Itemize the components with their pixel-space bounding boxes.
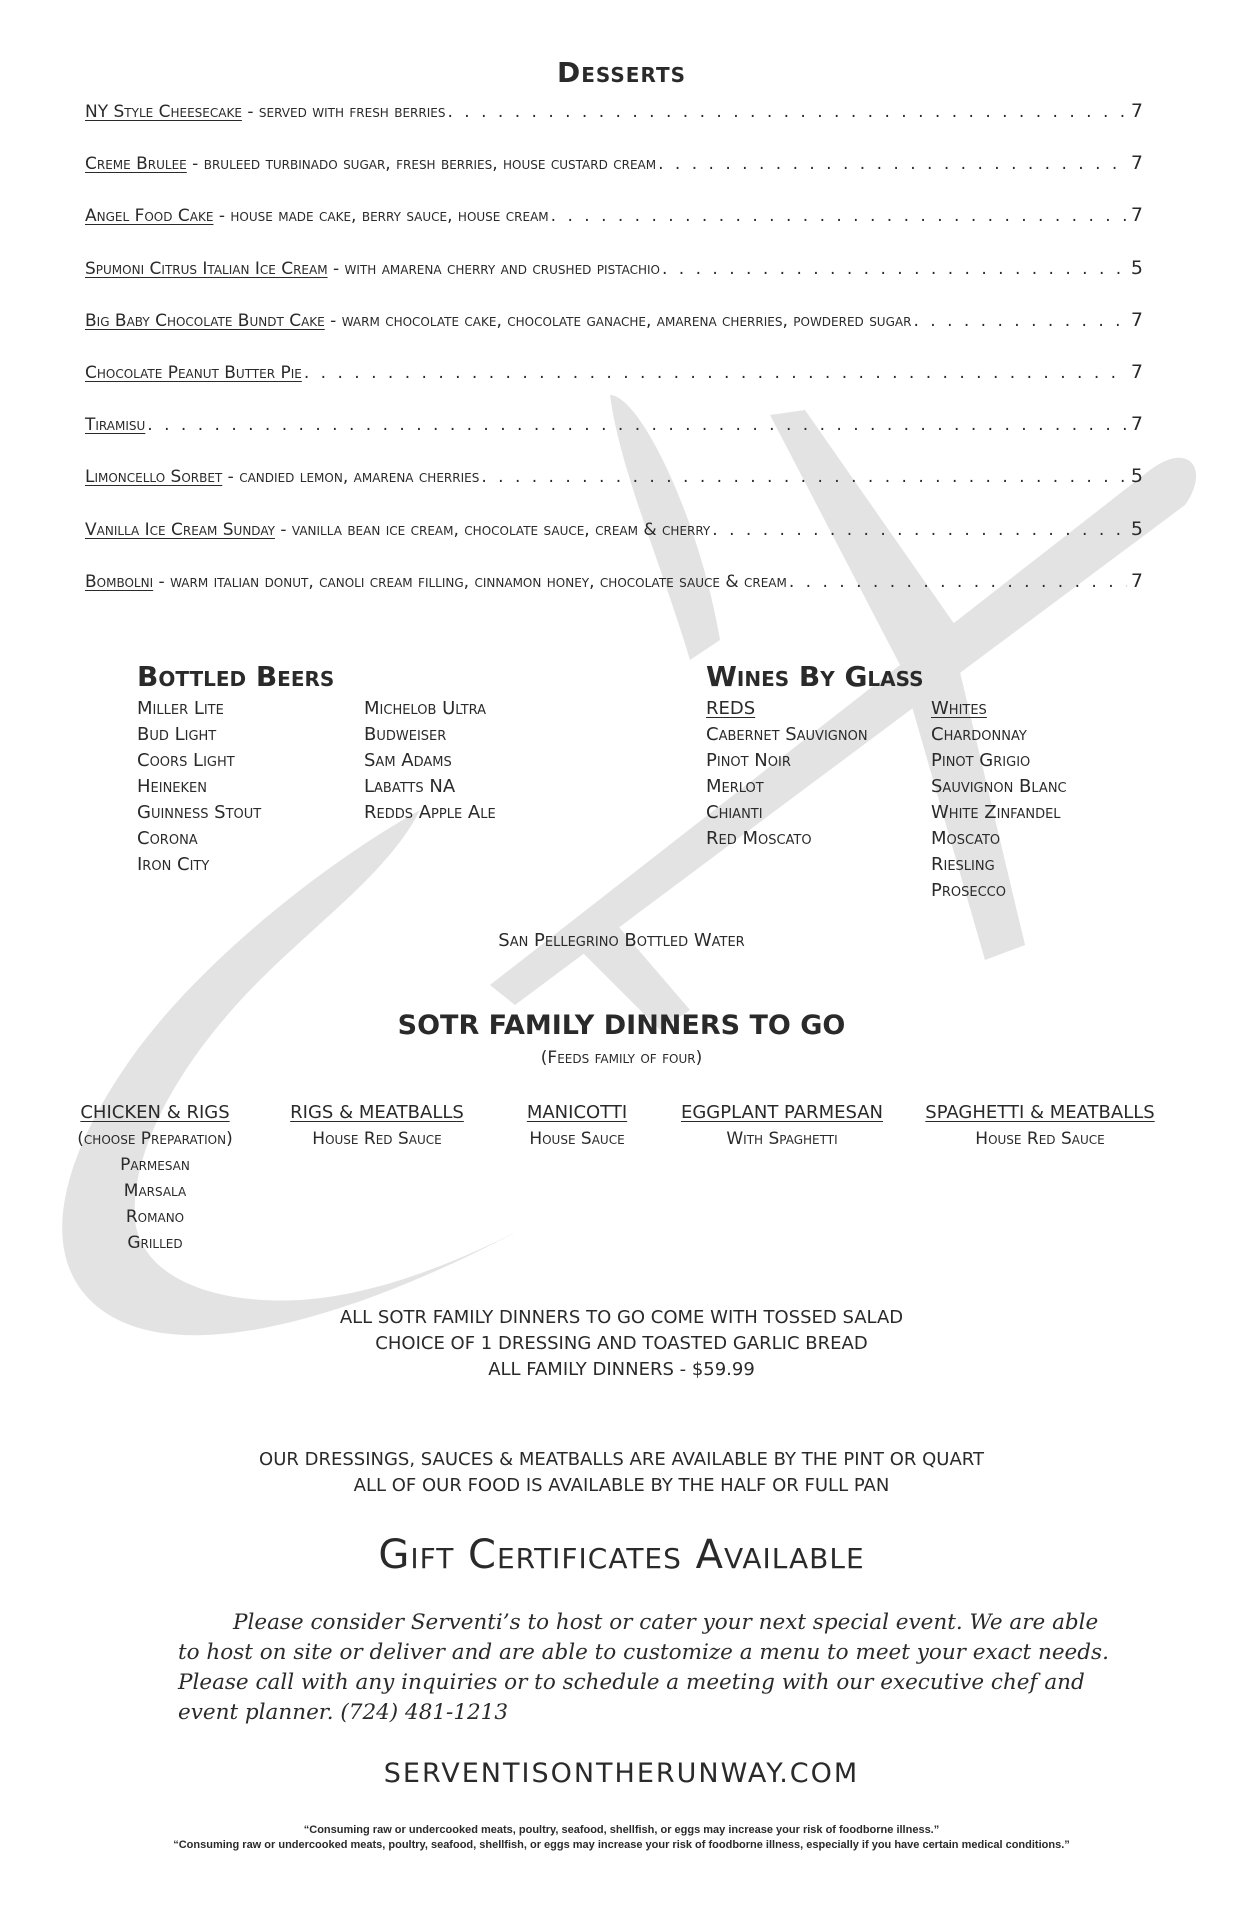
dessert-description: warm chocolate cake, chocolate ganache, amarena cherries, powdered sugar <box>341 310 912 331</box>
dessert-name: Chocolate Peanut Butter Pie <box>85 362 302 383</box>
dot-leader <box>447 102 1126 122</box>
wines-heading: Wines By Glass <box>706 660 924 693</box>
paragraph-line: event planner. (724) 481-1213 <box>178 1700 509 1725</box>
website-link[interactable]: SERVENTISONTHERUNWAY.COM <box>383 1758 860 1789</box>
menu-item: Redds Apple Ale <box>364 802 496 823</box>
dessert-description: candied lemon, amarena cherries <box>239 467 480 488</box>
menu-item: Coors Light <box>137 750 235 771</box>
dessert-price: 7 <box>1130 204 1143 227</box>
dessert-item <box>85 361 1143 413</box>
dessert-name: Spumoni Citrus Italian Ice Cream <box>85 258 328 279</box>
dessert-name: Angel Food Cake <box>85 206 214 227</box>
dessert-price: 7 <box>1130 308 1143 331</box>
dessert-separator: - <box>153 571 171 592</box>
family-dinner-notes <box>0 1305 1243 1383</box>
menu-item: Budweiser <box>364 724 447 745</box>
dessert-name: Creme Brulee <box>85 154 187 175</box>
dinner-spaghetti-meatballs <box>920 1100 1160 1152</box>
menu-item: Riesling <box>931 854 995 875</box>
dinner-name: RIGS & MEATBALLS <box>290 1102 464 1123</box>
menu-item: Prosecco <box>931 880 1006 901</box>
dinner-option: House Red Sauce <box>312 1129 442 1149</box>
dot-leader <box>147 415 1127 435</box>
gift-certificates-heading: Gift Certificates Available <box>378 1532 865 1578</box>
dinner-manicotti <box>497 1100 657 1152</box>
dessert-item <box>85 465 1143 517</box>
dessert-separator: - <box>241 102 259 122</box>
menu-item: Bud Light <box>137 724 217 745</box>
dessert-item <box>85 570 1143 622</box>
dot-leader <box>658 154 1127 174</box>
dinner-rigs-meatballs <box>277 1100 477 1152</box>
dinner-name: CHICKEN & RIGS <box>80 1102 230 1123</box>
menu-item: Cabernet Sauvignon <box>706 724 868 745</box>
menu-item: Corona <box>137 828 198 849</box>
family-dinners-subtitle: (Feeds family of four) <box>540 1048 703 1068</box>
catering-paragraph <box>178 1608 1109 1728</box>
dessert-item <box>85 413 1143 465</box>
dinner-option: Romano <box>125 1207 185 1227</box>
menu-item: Michelob Ultra <box>364 698 487 719</box>
beers-heading: Bottled Beers <box>137 660 335 693</box>
menu-item: Moscato <box>931 828 1001 849</box>
dot-leader <box>662 259 1127 279</box>
beer-list-2 <box>364 696 496 826</box>
dessert-description: served with fresh berries <box>258 102 446 122</box>
dessert-separator: - <box>222 467 240 488</box>
column-label: REDS <box>706 698 756 719</box>
dessert-separator: - <box>327 258 345 279</box>
dot-leader <box>712 520 1127 540</box>
dessert-item <box>85 152 1143 204</box>
dessert-name: Big Baby Chocolate Bundt Cake <box>85 310 325 331</box>
menu-item: Miller Lite <box>137 698 224 719</box>
dessert-separator: - <box>186 154 204 175</box>
menu-item: Pinot Noir <box>706 750 791 771</box>
paragraph-line: to host on site or deliver and are able to customize a menu to meet your exact needs. <box>178 1640 1109 1665</box>
dinner-name: MANICOTTI <box>526 1102 628 1123</box>
menu-item: Labatts NA <box>364 776 456 797</box>
menu-item: Guinness Stout <box>137 802 262 823</box>
dinner-chicken-rigs <box>50 1100 260 1256</box>
dessert-price: 7 <box>1130 152 1143 175</box>
menu-item: White Zinfandel <box>931 802 1061 823</box>
dessert-price: 5 <box>1130 256 1143 279</box>
dot-leader <box>913 311 1126 331</box>
food-warning-2: “Consuming raw or undercooked meats, poultry, seafood, shellfish, or eggs may increase your risk of foodborne illness, especially if you have certain medical conditions.” <box>173 1839 1070 1851</box>
dinner-option: House Red Sauce <box>975 1129 1105 1149</box>
menu-item: Red Moscato <box>706 828 812 849</box>
note-line: OUR DRESSINGS, SAUCES & MEATBALLS ARE AVAILABLE BY THE PINT OR QUART <box>259 1449 984 1470</box>
food-warning-1: “Consuming raw or undercooked meats, poultry, seafood, shellfish, or eggs may increase your risk of foodborne illness.” <box>303 1824 940 1836</box>
menu-item: Chardonnay <box>931 724 1027 745</box>
availability-notes <box>0 1447 1243 1499</box>
dot-leader <box>304 363 1127 383</box>
dessert-name: Bombolni <box>85 571 154 592</box>
desserts-heading: Desserts <box>556 56 687 89</box>
dessert-item <box>85 100 1143 152</box>
dessert-separator: - <box>274 519 292 540</box>
menu-item: Sam Adams <box>364 750 452 771</box>
dot-leader <box>551 206 1127 226</box>
dinner-name: EGGPLANT PARMESAN <box>680 1102 884 1123</box>
dessert-description: with amarena cherry and crushed pistachio <box>344 258 660 279</box>
dessert-item <box>85 204 1143 256</box>
water-item: San Pellegrino Bottled Water <box>498 930 745 951</box>
dessert-price: 5 <box>1130 465 1143 488</box>
dessert-separator: - <box>213 206 231 227</box>
column-label: Whites <box>931 698 987 719</box>
note-line: CHOICE OF 1 DRESSING AND TOASTED GARLIC BREAD <box>375 1333 868 1354</box>
dot-leader <box>789 572 1127 592</box>
menu-item: Iron City <box>137 854 210 875</box>
beer-list-1 <box>137 696 261 878</box>
dessert-price: 7 <box>1130 569 1143 592</box>
dessert-name: Limoncello Sorbet <box>85 467 223 488</box>
dinner-option: With Spaghetti <box>726 1129 838 1149</box>
dessert-description: bruleed turbinado sugar, fresh berries, house custard cream <box>203 154 657 175</box>
dessert-name: Tiramisu <box>85 415 146 436</box>
dinner-option: Marsala <box>123 1181 187 1201</box>
dessert-separator: - <box>324 310 342 331</box>
dessert-price: 7 <box>1130 360 1143 383</box>
family-dinners-title: SOTR FAMILY DINNERS TO GO <box>397 1010 846 1041</box>
dessert-description: warm italian donut, canoli cream filling, cinnamon honey, chocolate sauce & cream <box>170 571 787 592</box>
dessert-item <box>85 309 1143 361</box>
paragraph-line: Please call with any inquiries or to schedule a meeting with our executive chef and <box>178 1670 1085 1695</box>
wine-whites-list <box>931 696 1067 904</box>
dessert-name: NY Style Cheesecake <box>85 102 242 122</box>
wine-reds-list <box>706 696 868 852</box>
dinner-name: SPAGHETTI & MEATBALLS <box>925 1102 1155 1123</box>
dessert-item <box>85 518 1143 570</box>
note-line: ALL SOTR FAMILY DINNERS TO GO COME WITH TOSSED SALAD <box>339 1307 904 1328</box>
menu-item: Sauvignon Blanc <box>931 776 1067 797</box>
dot-leader <box>481 467 1127 487</box>
dinner-option: House Sauce <box>529 1129 625 1149</box>
dessert-item <box>85 257 1143 309</box>
dinner-option: Grilled <box>127 1233 183 1253</box>
dinner-option: Parmesan <box>120 1155 190 1175</box>
menu-item: Pinot Grigio <box>931 750 1031 771</box>
dessert-price: 7 <box>1130 100 1143 122</box>
dinner-eggplant-parmesan <box>672 1100 892 1152</box>
dessert-price: 7 <box>1130 413 1143 436</box>
dessert-list <box>85 100 1143 622</box>
menu-item: Heineken <box>137 776 207 797</box>
note-line: ALL OF OUR FOOD IS AVAILABLE BY THE HALF OR FULL PAN <box>353 1475 890 1496</box>
menu-item: Chianti <box>706 802 763 823</box>
note-line: ALL FAMILY DINNERS - $59.99 <box>488 1359 755 1380</box>
dessert-name: Vanilla Ice Cream Sunday <box>85 519 275 540</box>
paragraph-line: Please consider Serventi’s to host or cater your next special event. We are able <box>233 1610 1099 1635</box>
dinner-option: (choose Preparation) <box>77 1129 233 1149</box>
dessert-description: vanilla bean ice cream, chocolate sauce, cream & cherry <box>291 519 711 540</box>
dessert-description: house made cake, berry sauce, house cream <box>230 206 549 227</box>
menu-item: Merlot <box>706 776 764 797</box>
dessert-price: 5 <box>1130 517 1143 540</box>
